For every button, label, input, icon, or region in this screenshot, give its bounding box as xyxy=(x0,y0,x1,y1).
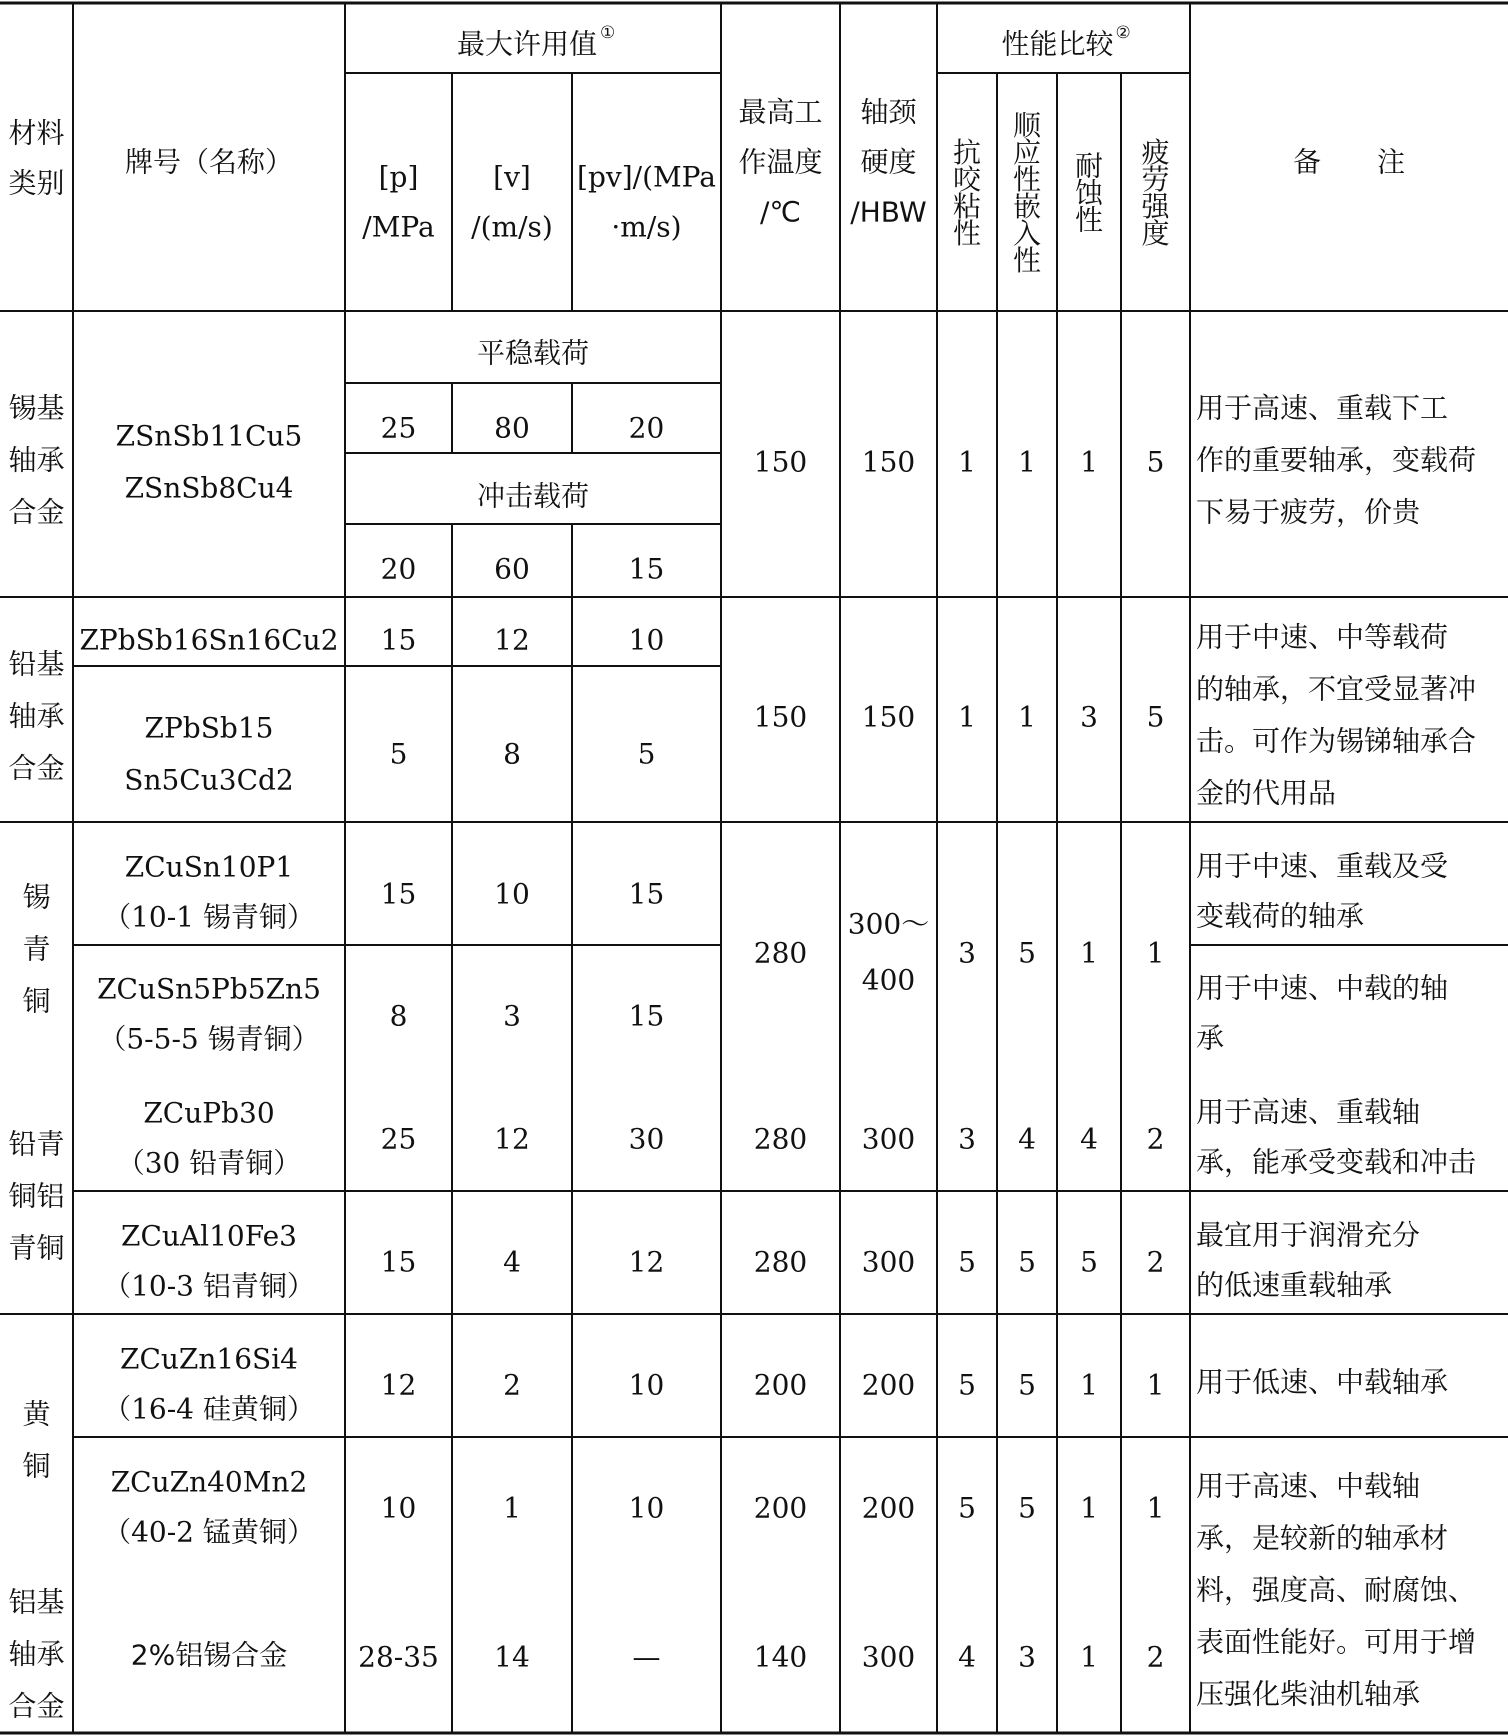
remarks-cell: 用于高速、重载下工 xyxy=(1196,391,1449,425)
remarks-cell: 用于中速、中等载荷 xyxy=(1196,620,1449,654)
remarks-cell: 用于高速、中载轴 xyxy=(1196,1469,1421,1503)
category-cell: 合金 xyxy=(8,751,65,785)
grade-cell: ZSnSb8Cu4 xyxy=(124,471,294,505)
hardness-cell: 200 xyxy=(861,1491,916,1525)
perf-cell: 1 xyxy=(1018,700,1036,734)
value-cell: 5 xyxy=(389,737,408,771)
header-v: /(m/s) xyxy=(471,210,553,244)
perf-cell: 5 xyxy=(1018,1368,1036,1402)
category-cell: 青 xyxy=(22,932,51,966)
value-cell: 1 xyxy=(503,1491,521,1525)
header-hardness: 轴颈 xyxy=(860,95,917,129)
load-condition-label: 冲击载荷 xyxy=(476,479,590,513)
perf-cell: 1 xyxy=(958,700,976,734)
remarks-cell: 作的重要轴承，变载荷 xyxy=(1196,443,1477,477)
value-cell: 10 xyxy=(628,1368,665,1402)
header-anti-seizure: 性 xyxy=(952,217,982,250)
hardness-cell: 200 xyxy=(861,1368,916,1402)
header-max-temp: 最高工 xyxy=(738,95,823,129)
value-cell: 12 xyxy=(380,1368,417,1402)
value-cell: 15 xyxy=(380,877,417,911)
header-corrosion: 蚀 xyxy=(1074,176,1104,210)
perf-cell: 1 xyxy=(1018,445,1036,479)
perf-cell: 3 xyxy=(1080,700,1098,734)
category-cell: 轴承 xyxy=(8,1637,65,1671)
grade-cell: （30 铅青铜） xyxy=(116,1146,302,1180)
perf-cell: 5 xyxy=(958,1245,976,1279)
value-cell: 60 xyxy=(494,552,530,586)
remarks-cell: 承 xyxy=(1196,1021,1225,1055)
category-cell: 锡基 xyxy=(8,391,65,425)
category-cell: 黄 xyxy=(22,1397,51,1431)
max-temp-cell: 150 xyxy=(753,445,808,479)
perf-cell: 3 xyxy=(958,1122,976,1156)
perf-cell: 5 xyxy=(958,1368,976,1402)
value-cell: 14 xyxy=(494,1640,530,1674)
header-p: [p] xyxy=(378,160,419,194)
value-cell: 10 xyxy=(628,1491,665,1525)
hardness-cell: 150 xyxy=(861,700,916,734)
perf-cell: 3 xyxy=(958,936,976,970)
category-cell: 铜 xyxy=(22,984,51,1018)
value-cell: 30 xyxy=(628,1122,665,1156)
max-temp-cell: 200 xyxy=(753,1491,808,1525)
value-cell: 15 xyxy=(380,623,417,657)
hardness-cell: 300 xyxy=(861,1640,916,1674)
remarks-cell: 的轴承，不宜受显著冲 xyxy=(1196,672,1477,706)
remarks-cell: 变载荷的轴承 xyxy=(1196,899,1365,933)
header-conformability: 性 xyxy=(1012,163,1042,196)
value-cell: 10 xyxy=(628,623,665,657)
perf-cell: 4 xyxy=(1080,1122,1098,1156)
footnote-2-marker: ② xyxy=(1115,23,1131,43)
hardness-cell: 300 xyxy=(861,1122,916,1156)
perf-cell: 5 xyxy=(1146,445,1165,479)
header-conformability: 嵌 xyxy=(1012,190,1042,223)
load-condition-label: 平稳载荷 xyxy=(476,336,590,370)
hardness-cell: 400 xyxy=(861,963,916,997)
hardness-cell: 300 xyxy=(861,1245,916,1279)
header-fatigue: 度 xyxy=(1141,217,1170,250)
header-corrosion: 耐 xyxy=(1074,149,1104,183)
value-cell: 5 xyxy=(637,737,656,771)
value-cell: 10 xyxy=(380,1491,417,1525)
perf-cell: 1 xyxy=(1080,936,1098,970)
remarks-cell: 的低速重载轴承 xyxy=(1196,1268,1393,1302)
grade-cell: 2%铝锡合金 xyxy=(130,1638,288,1672)
perf-cell: 1 xyxy=(1146,1368,1165,1402)
hardness-cell: 300～ xyxy=(847,907,930,941)
header-anti-seizure: 抗 xyxy=(952,136,982,169)
remarks-cell: 金的代用品 xyxy=(1196,776,1337,810)
header-grade: 牌号（名称） xyxy=(124,145,294,179)
category-cell: 青铜 xyxy=(8,1231,65,1265)
remarks-cell: 压强化柴油机轴承 xyxy=(1196,1677,1421,1711)
perf-cell: 5 xyxy=(1080,1245,1098,1279)
header-category: 材料 xyxy=(8,116,65,150)
remarks-cell: 用于低速、中载轴承 xyxy=(1196,1365,1449,1399)
grade-cell: （10-3 铝青铜） xyxy=(103,1269,315,1303)
perf-cell: 2 xyxy=(1146,1245,1165,1279)
grade-cell: （5-5-5 锡青铜） xyxy=(98,1022,320,1056)
value-cell: 12 xyxy=(628,1245,665,1279)
remarks-cell: 最宜用于润滑充分 xyxy=(1196,1218,1421,1252)
max-temp-cell: 200 xyxy=(753,1368,808,1402)
max-temp-cell: 280 xyxy=(753,1122,808,1156)
perf-cell: 1 xyxy=(1080,1368,1098,1402)
perf-cell: 2 xyxy=(1146,1122,1165,1156)
header-anti-seizure: 咬 xyxy=(952,163,982,196)
value-cell: 2 xyxy=(503,1368,521,1402)
grade-cell: ZCuSn10P1 xyxy=(124,850,294,884)
value-cell: 15 xyxy=(628,999,665,1033)
header-v: [v] xyxy=(493,160,531,194)
value-cell: — xyxy=(632,1640,661,1674)
perf-cell: 2 xyxy=(1146,1640,1165,1674)
footnote-1-marker: ① xyxy=(600,23,616,43)
category-cell: 轴承 xyxy=(8,699,65,733)
perf-cell: 1 xyxy=(1146,1491,1165,1525)
header-allowable-group: 最大许用值 xyxy=(456,27,598,61)
grade-cell: ZPbSb15 xyxy=(144,711,274,745)
header-p: /MPa xyxy=(362,210,435,244)
value-cell: 80 xyxy=(494,411,530,445)
value-cell: 12 xyxy=(494,623,530,657)
grade-cell: ZCuZn40Mn2 xyxy=(110,1465,308,1499)
grade-cell: （16-4 硅黄铜） xyxy=(103,1392,315,1426)
remarks-cell: 表面性能好。可用于增 xyxy=(1196,1625,1477,1659)
hardness-cell: 150 xyxy=(861,445,916,479)
header-max-temp: /℃ xyxy=(760,195,801,229)
header-fatigue: 强 xyxy=(1141,190,1170,223)
value-cell: 15 xyxy=(628,877,665,911)
max-temp-cell: 140 xyxy=(753,1640,808,1674)
perf-cell: 1 xyxy=(1080,1640,1098,1674)
remarks-cell: 承，能承受变载和冲击 xyxy=(1196,1145,1477,1179)
perf-cell: 1 xyxy=(1080,445,1098,479)
remarks-cell: 下易于疲劳，价贵 xyxy=(1196,495,1421,529)
header-fatigue: 劳 xyxy=(1141,163,1170,196)
grade-cell: ZPbSb16Sn16Cu2 xyxy=(79,623,339,657)
header-remarks: 备 注 xyxy=(1292,145,1406,179)
header-conformability: 应 xyxy=(1012,136,1042,169)
value-cell: 25 xyxy=(380,411,417,445)
value-cell: 4 xyxy=(503,1245,521,1279)
value-cell: 8 xyxy=(503,737,521,771)
value-cell: 8 xyxy=(389,999,408,1033)
grade-cell: （10-1 锡青铜） xyxy=(103,900,315,934)
max-temp-cell: 280 xyxy=(753,1245,808,1279)
max-temp-cell: 150 xyxy=(753,700,808,734)
perf-cell: 4 xyxy=(958,1640,976,1674)
perf-cell: 5 xyxy=(1018,1491,1036,1525)
value-cell: 3 xyxy=(503,999,521,1033)
header-pv: ·m/s) xyxy=(611,210,682,244)
category-cell: 铝基 xyxy=(8,1585,65,1619)
remarks-cell: 承，是较新的轴承材 xyxy=(1196,1521,1449,1555)
perf-cell: 5 xyxy=(1146,700,1165,734)
header-hardness: /HBW xyxy=(850,195,927,229)
value-cell: 20 xyxy=(628,411,665,445)
remarks-cell: 击。可作为锡锑轴承合 xyxy=(1196,724,1477,758)
remarks-cell: 用于中速、重载及受 xyxy=(1196,849,1449,883)
category-cell: 轴承 xyxy=(8,443,65,477)
header-pv: [pv]/(MPa xyxy=(577,160,716,194)
perf-cell: 1 xyxy=(958,445,976,479)
perf-cell: 4 xyxy=(1018,1122,1036,1156)
grade-cell: ZCuSn5Pb5Zn5 xyxy=(97,972,321,1006)
category-cell: 铜 xyxy=(22,1449,51,1483)
grade-cell: ZSnSb11Cu5 xyxy=(115,419,303,453)
grade-cell: （40-2 锰黄铜） xyxy=(103,1515,315,1549)
remarks-cell: 用于高速、重载轴 xyxy=(1196,1095,1421,1129)
header-perf-group: 性能比较 xyxy=(1001,27,1114,61)
category-cell: 合金 xyxy=(8,495,65,529)
category-cell: 锡 xyxy=(22,880,51,914)
value-cell: 15 xyxy=(628,552,665,586)
perf-cell: 5 xyxy=(958,1491,976,1525)
perf-cell: 3 xyxy=(1018,1640,1036,1674)
perf-cell: 5 xyxy=(1018,1245,1036,1279)
value-cell: 28-35 xyxy=(358,1640,439,1674)
category-cell: 合金 xyxy=(8,1689,65,1723)
header-conformability: 顺 xyxy=(1012,109,1042,142)
grade-cell: ZCuPb30 xyxy=(143,1096,275,1130)
header-hardness: 硬度 xyxy=(860,145,917,179)
perf-cell: 1 xyxy=(1146,936,1165,970)
remarks-cell: 用于中速、中载的轴 xyxy=(1196,971,1449,1005)
grade-cell: ZCuZn16Si4 xyxy=(120,1342,298,1376)
category-cell: 铜铝 xyxy=(8,1179,65,1213)
value-cell: 15 xyxy=(380,1245,417,1279)
header-anti-seizure: 粘 xyxy=(952,190,982,223)
max-temp-cell: 280 xyxy=(753,936,808,970)
grade-cell: ZCuAl10Fe3 xyxy=(121,1219,297,1253)
value-cell: 25 xyxy=(380,1122,417,1156)
grade-cell: Sn5Cu3Cd2 xyxy=(124,763,294,797)
remarks-cell: 料，强度高、耐腐蚀、 xyxy=(1196,1573,1477,1607)
category-cell: 铅基 xyxy=(8,647,65,681)
value-cell: 20 xyxy=(380,552,417,586)
perf-cell: 1 xyxy=(1080,1491,1098,1525)
category-cell: 铅青 xyxy=(8,1127,65,1161)
header-conformability: 入 xyxy=(1012,217,1042,250)
perf-cell: 5 xyxy=(1018,936,1036,970)
header-conformability: 性 xyxy=(1012,244,1042,277)
table-cells xyxy=(8,23,1476,1723)
header-corrosion: 性 xyxy=(1074,203,1104,237)
header-fatigue: 疲 xyxy=(1141,136,1170,169)
value-cell: 10 xyxy=(494,877,530,911)
header-max-temp: 作温度 xyxy=(738,145,823,179)
header-category: 类别 xyxy=(8,166,65,200)
value-cell: 12 xyxy=(494,1122,530,1156)
